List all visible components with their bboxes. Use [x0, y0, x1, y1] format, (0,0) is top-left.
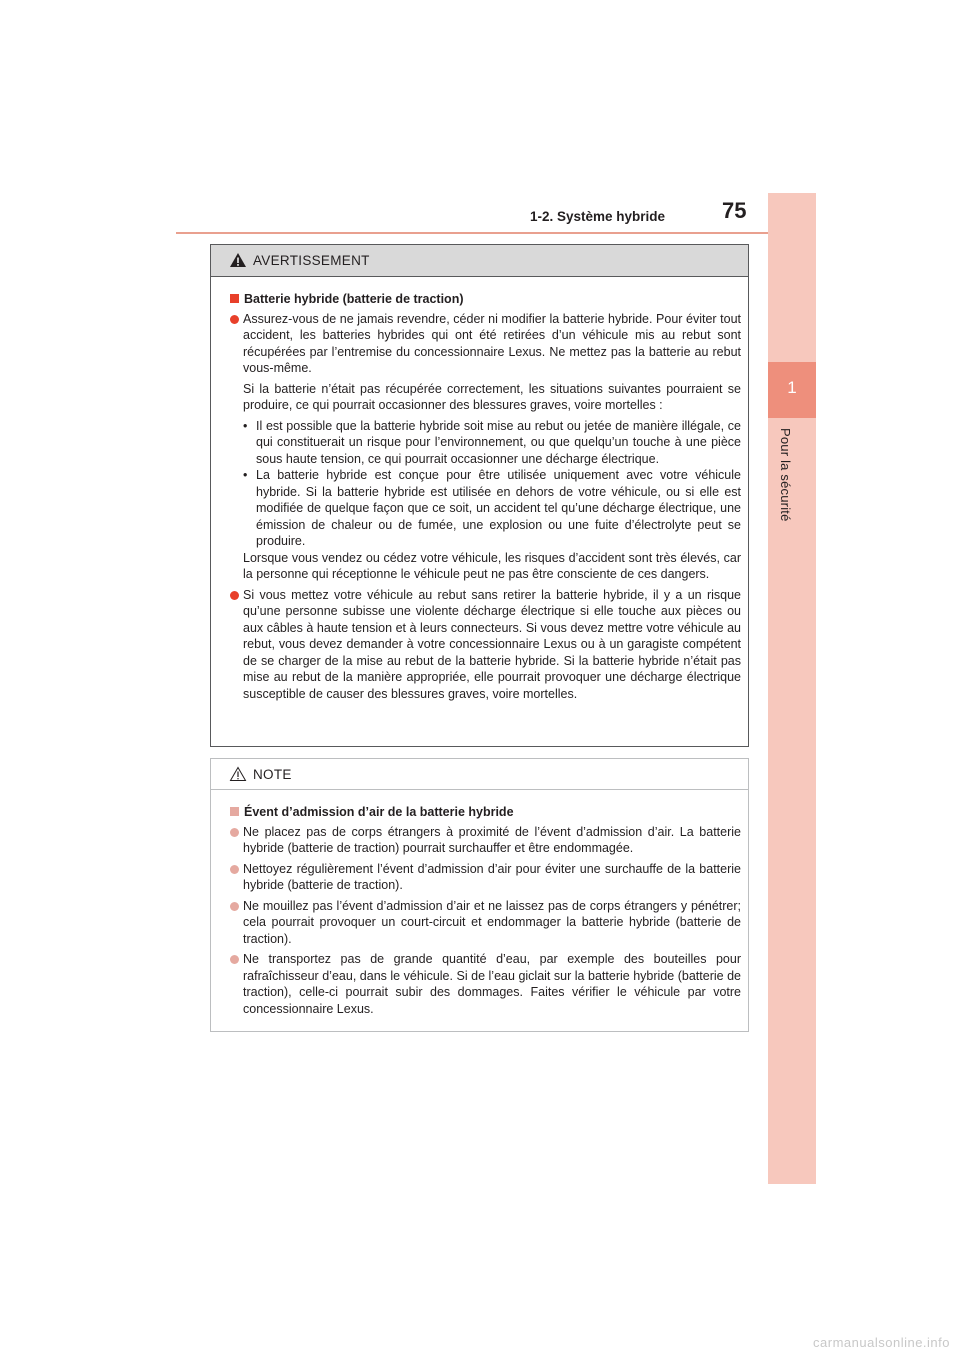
circle-bullet-icon [230, 902, 239, 911]
note-header [211, 759, 748, 790]
note-section-title: Évent d’admission d’air de la batterie hybride [230, 804, 741, 821]
warning-header [211, 245, 748, 277]
warning-paragraph: Lorsque vous vendez ou cédez votre véhicule, les risques d’accident sont très élevés, car la personne qui réceptionne le véhicule peut ne pas être consciente de ces dangers. [243, 550, 741, 581]
note-box [210, 758, 749, 1032]
header-rule [176, 232, 816, 234]
running-header-section: 1-2. Système hybride [530, 209, 666, 224]
note-item: Ne transportez pas de grande quantité d’eau, par exemple des bouteilles pour rafraîchisseur d’eau, dans le véhicule. Si de l’eau giclait sur la batterie hybride (batterie de traction), celle-ci pourrait subir des dommages. Faites vérifier le véhicule par votre concessionnaire Lexus. [230, 951, 741, 1017]
square-bullet-icon [230, 807, 239, 816]
note-item: Ne mouillez pas l’évent d’admission d’air et ne laissez pas de corps étrangers y pénétrer; cela pourrait provoquer un court-circuit et endommager la batterie hybride (batterie de traction). [230, 898, 741, 948]
warning-section-title: Batterie hybride (batterie de traction) [230, 291, 741, 308]
caution-triangle-icon [229, 766, 247, 782]
warning-sub-bullet: • Il est possible que la batterie hybride soit mise au rebut ou jetée de manière illégale, ce qui constituerait un risque pour l’environnement, ou que quelqu’un touche à une pièce sous haute tension, ce qui pourrait occasionner une décharge électrique. [243, 418, 741, 466]
warning-box [210, 244, 749, 747]
warning-sub-bullet: • La batterie hybride est conçue pour être utilisée uniquement avec votre véhicule hybride. Si la batterie hybride est utilisée en dehors de votre véhicule, ou si elle est modifiée de quelque façon que ce soit, un accident tel qu’une décharge électrique, une émission de chaleur ou de fumée, une explosion ou une fuite d’électrolyte peut se produire. [243, 468, 741, 548]
warning-paragraph: Si la batterie n’était pas récupérée correctement, les situations suivantes pourraient se produire, ce qui pourrait occasionner des blessures graves, voire mortelles : [243, 381, 741, 412]
chapter-tab-strip [768, 193, 816, 1184]
circle-bullet-icon [230, 591, 239, 600]
note-item: Ne placez pas de corps étrangers à proximité de l’évent d’admission d’air. La batterie hybride (batterie de traction) pourrait surchauffer et être endommagée. [230, 824, 741, 857]
square-bullet-icon [230, 294, 239, 303]
circle-bullet-icon [230, 865, 239, 874]
warning-item: Assurez-vous de ne jamais revendre, céder ni modifier la batterie hybride. Pour éviter tout accident, les batteries hybrides qui ont été retirées d’un véhicule mis au rebut sont récupérées par l’entremise du concessionnaire Lexus. Ne mettez pas la batterie au rebut vous-même. [230, 311, 741, 377]
footer-watermark: carmanualsonline.info [813, 1335, 950, 1350]
warning-title: AVERTISSEMENT [253, 253, 370, 268]
warning-item: Si vous mettez votre véhicule au rebut sans retirer la batterie hybride, il y a un risque qu’une personne subisse une violente décharge électrique si elle touche aux pièces ou aux câbles à haute tension et à leurs connecteurs. Si vous devez mettre votre véhicule au rebut, vous devez demander à votre concessionnaire Lexus ou à un garagiste compétent de se charger de la mise au rebut de la batterie hybride. Si la batterie hybride n’était pas mise au rebut de la manière appropriée, elle pourrait provoquer une décharge électrique susceptible de causer des blessures graves, voire mortelles. [230, 587, 741, 703]
page-number: 75 [722, 198, 747, 223]
chapter-number: 1 [787, 378, 797, 397]
circle-bullet-icon [230, 955, 239, 964]
note-title: NOTE [253, 767, 292, 782]
circle-bullet-icon [230, 315, 239, 324]
note-item: Nettoyez régulièrement l’évent d’admission d’air pour éviter une surchauffe de la batterie hybride (batterie de traction). [230, 861, 741, 894]
chapter-title: Pour la sécurité [778, 428, 793, 522]
circle-bullet-icon [230, 828, 239, 837]
warning-triangle-icon [229, 252, 247, 268]
